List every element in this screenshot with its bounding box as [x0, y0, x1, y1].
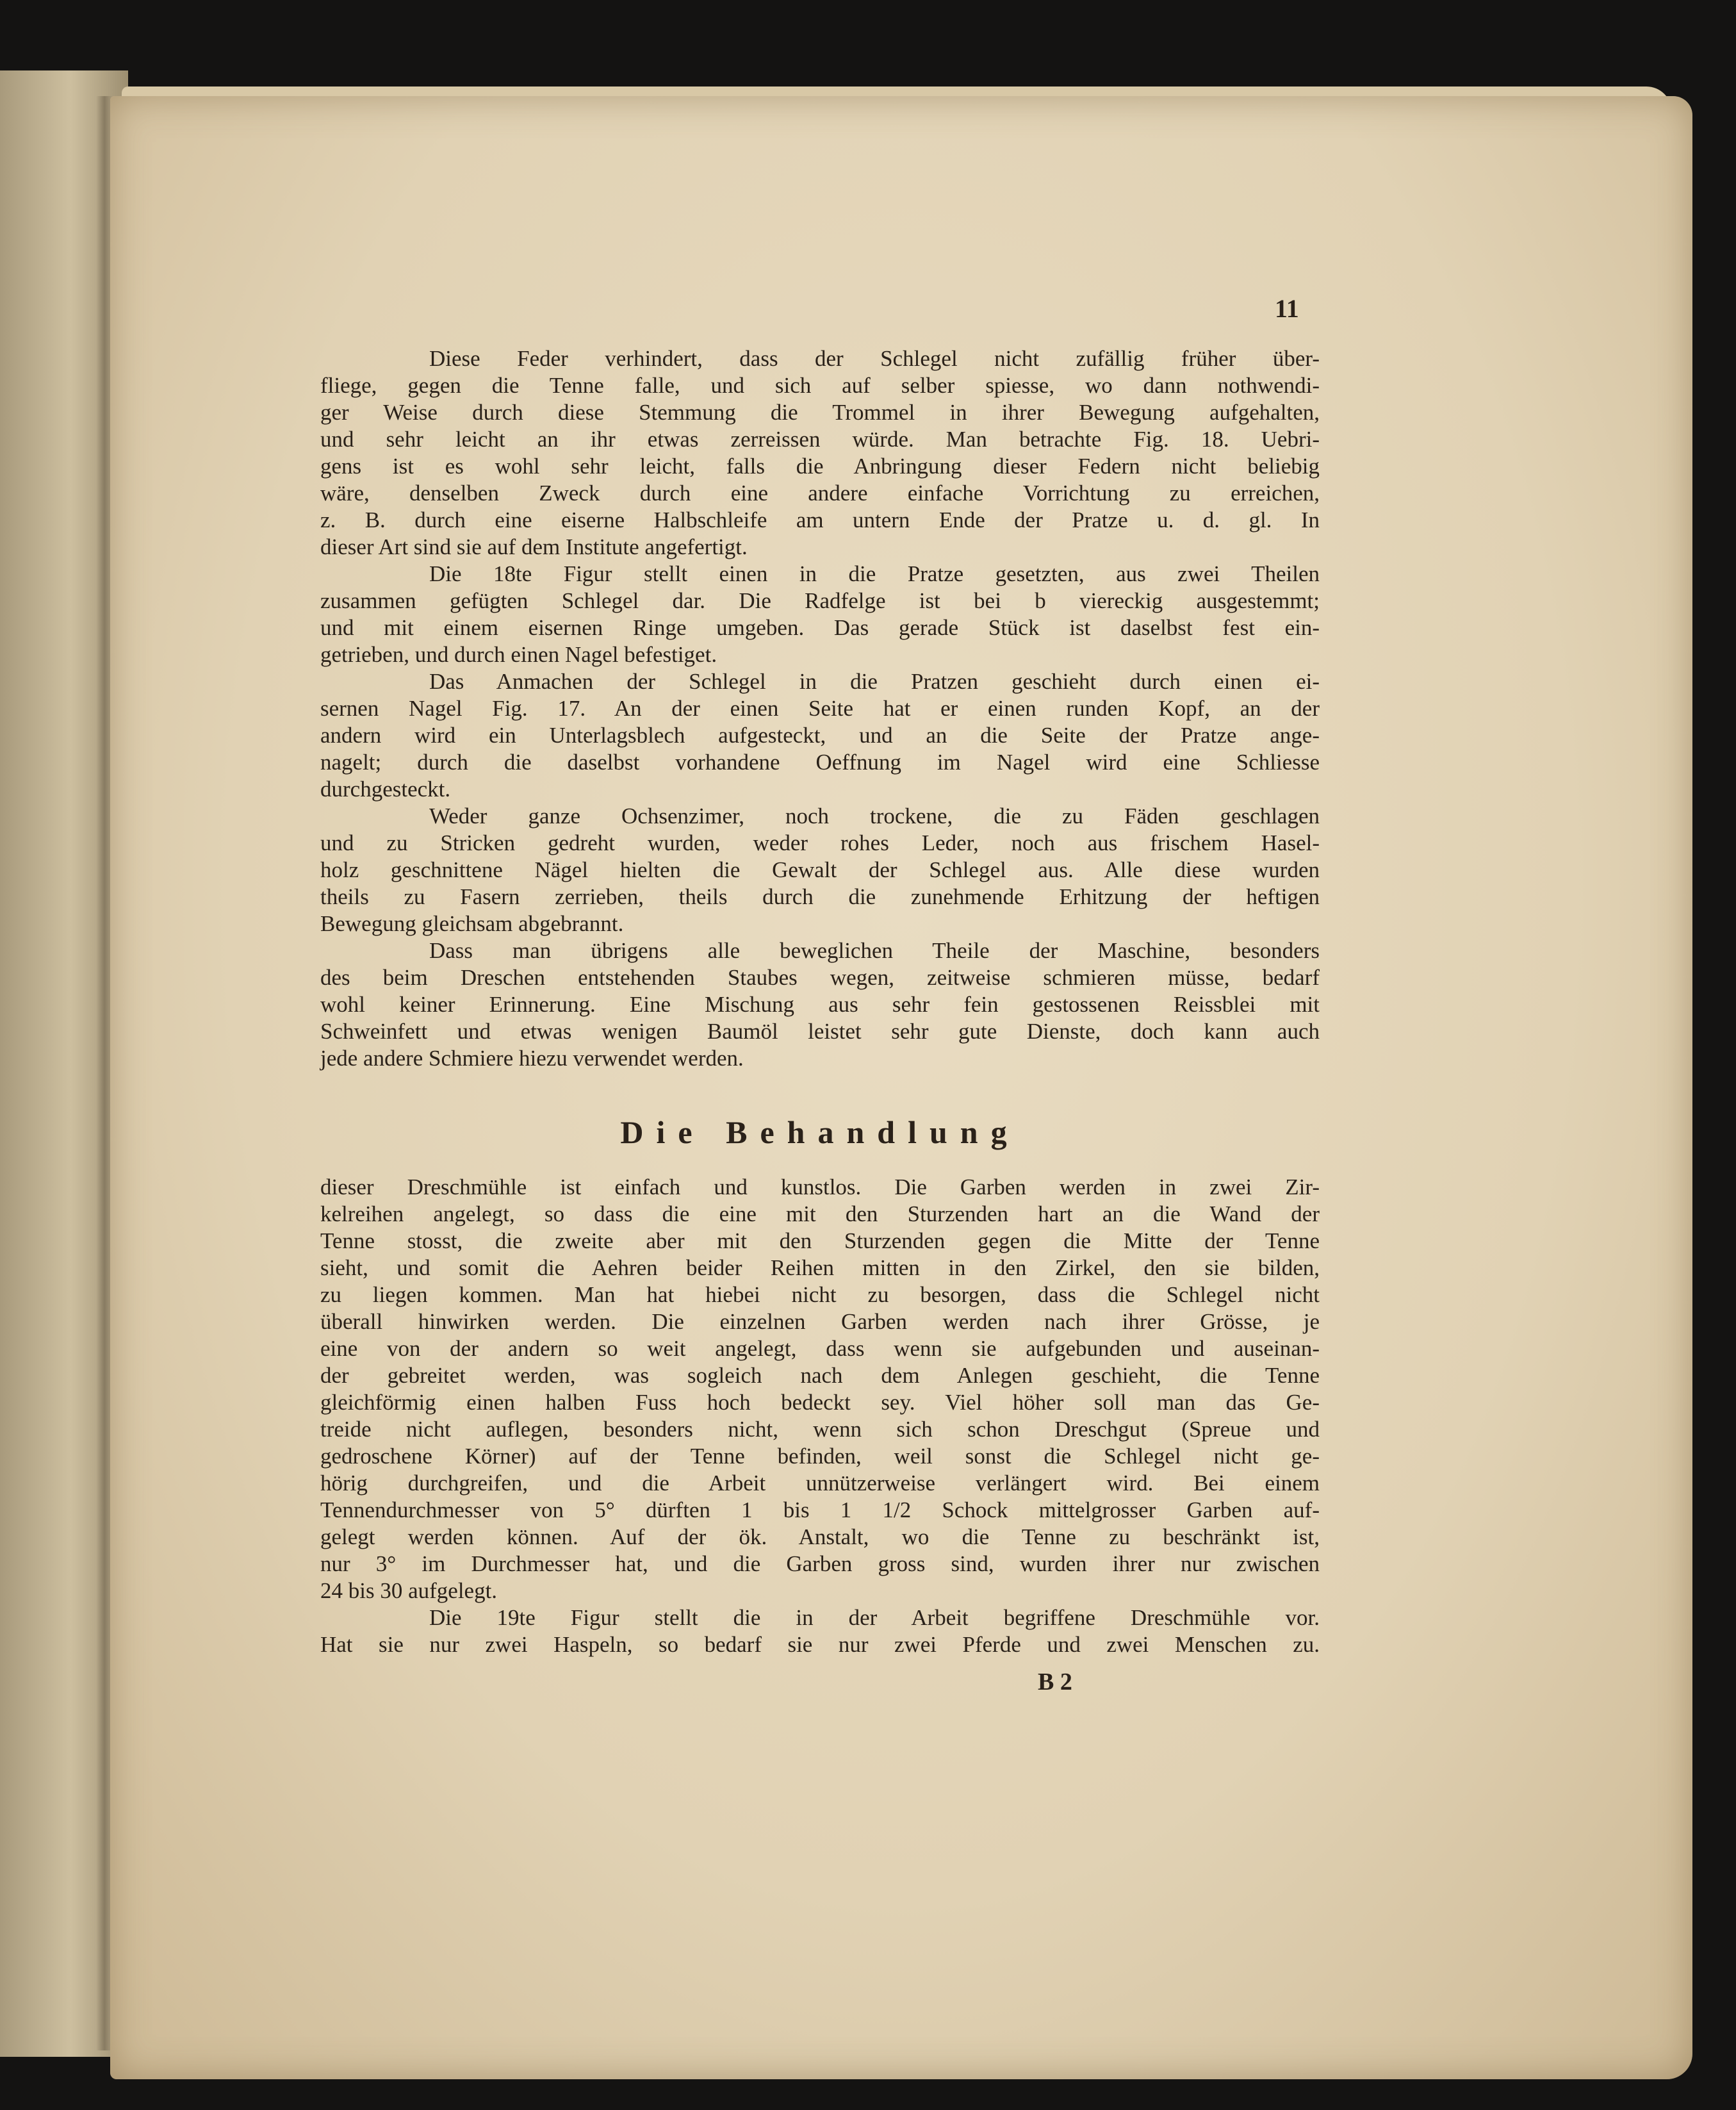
text-line: sieht, und somit die Aehren beider Reihen mitten in den Zirkel, den sie bilden,	[320, 1255, 1320, 1280]
text-line: ger Weise durch diese Stemmung die Trommel in ihrer Bewegung aufgehalten,	[320, 400, 1320, 425]
signature-mark: B 2	[1038, 1669, 1072, 1695]
text-line: Bewegung gleichsam abgebrannt.	[320, 911, 624, 936]
text-line: gens ist es wohl sehr leicht, falls die Anbringung dieser Federn nicht beliebig	[320, 454, 1320, 479]
text-line: holz geschnittene Nägel hielten die Gewalt der Schlegel aus. Alle diese wurden	[320, 857, 1320, 882]
text-line: Schweinfett und etwas wenigen Baumöl leistet sehr gute Dienste, doch kann auch	[320, 1019, 1320, 1044]
page-number: 11	[1275, 294, 1299, 323]
text-line: und mit einem eisernen Ringe umgeben. Das gerade Stück ist daselbst fest ein-	[320, 615, 1320, 640]
text-line: des beim Dreschen entstehenden Staubes wegen, zeitweise schmieren müsse, bedarf	[320, 965, 1320, 990]
text-line: Dass man übrigens alle beweglichen Theile der Maschine, besonders	[429, 938, 1320, 963]
text-line: gleichförmig einen halben Fuss hoch bedeckt sey. Viel höher soll man das Ge-	[320, 1390, 1320, 1415]
text-line: wohl keiner Erinnerung. Eine Mischung aus sehr fein gestossenen Reissblei mit	[320, 992, 1320, 1017]
text-line: durchgesteckt.	[320, 777, 451, 802]
text-line: Hat sie nur zwei Haspeln, so bedarf sie nur zwei Pferde und zwei Menschen zu.	[320, 1632, 1320, 1657]
text-line: überall hinwirken werden. Die einzelnen Garben werden nach ihrer Grösse, je	[320, 1309, 1320, 1334]
text-line: zusammen gefügten Schlegel dar. Die Radfelge ist bei b viereckig ausgestemmt;	[320, 588, 1320, 613]
text-line: und zu Stricken gedreht wurden, weder rohes Leder, noch aus frischem Hasel-	[320, 830, 1320, 855]
text-line: zu liegen kommen. Man hat hiebei nicht zu besorgen, dass die Schlegel nicht	[320, 1282, 1320, 1307]
text-line: Die 18te Figur stellt einen in die Pratze gesetzten, aus zwei Theilen	[429, 561, 1320, 586]
text-line: Diese Feder verhindert, dass der Schlegel nicht zufällig früher über-	[429, 346, 1320, 371]
text-line: jede andere Schmiere hiezu verwendet werden.	[320, 1046, 744, 1071]
text-line: dieser Art sind sie auf dem Institute angefertigt.	[320, 534, 748, 559]
text-line: Das Anmachen der Schlegel in die Pratzen geschieht durch einen ei-	[429, 669, 1320, 694]
text-line: Weder ganze Ochsenzimer, noch trockene, die zu Fäden geschlagen	[429, 804, 1320, 828]
section-heading: Die Behandlung	[620, 1114, 1020, 1150]
text-line: getrieben, und durch einen Nagel befestiget.	[320, 642, 717, 667]
text-line: gedroschene Körner) auf der Tenne befinden, weil sonst die Schlegel nicht ge-	[320, 1444, 1320, 1469]
text-line: eine von der andern so weit angelegt, dass wenn sie aufgebunden und auseinan-	[320, 1336, 1320, 1361]
text-line: treide nicht auflegen, besonders nicht, wenn sich schon Dreschgut (Spreue und	[320, 1417, 1320, 1442]
text-line: andern wird ein Unterlagsblech aufgesteckt, und an die Seite der Pratze ange-	[320, 723, 1320, 748]
text-line: und sehr leicht an ihr etwas zerreissen würde. Man betrachte Fig. 18. Uebri-	[320, 427, 1320, 452]
text-line: z. B. durch eine eiserne Halbschleife am untern Ende der Pratze u. d. gl. In	[320, 507, 1320, 532]
text-line: Tennendurchmesser von 5° dürften 1 bis 1 1/2 Schock mittelgrosser Garben auf-	[320, 1497, 1320, 1522]
text-line: der gebreitet werden, was sogleich nach dem Anlegen geschieht, die Tenne	[320, 1363, 1320, 1388]
text-line: theils zu Fasern zerrieben, theils durch die zunehmende Erhitzung der heftigen	[320, 884, 1320, 909]
text-line: hörig durchgreifen, und die Arbeit unnützerweise verlängert wird. Bei einem	[320, 1471, 1320, 1496]
text-line: wäre, denselben Zweck durch eine andere einfache Vorrichtung zu erreichen,	[320, 481, 1320, 506]
text-line: fliege, gegen die Tenne falle, und sich auf selber spiesse, wo dann nothwendi-	[320, 373, 1320, 398]
text-line: gelegt werden können. Auf der ök. Anstalt, wo die Tenne zu beschränkt ist,	[320, 1524, 1320, 1549]
text-line: Die 19te Figur stellt die in der Arbeit begriffene Dreschmühle vor.	[429, 1605, 1320, 1630]
text-line: Tenne stosst, die zweite aber mit den Sturzenden gegen die Mitte der Tenne	[320, 1228, 1320, 1253]
text-line: dieser Dreschmühle ist einfach und kunstlos. Die Garben werden in zwei Zir-	[320, 1175, 1320, 1199]
text-line: sernen Nagel Fig. 17. An der einen Seite hat er einen runden Kopf, an der	[320, 696, 1320, 721]
text-line: 24 bis 30 aufgelegt.	[320, 1578, 498, 1603]
text-line: nur 3° im Durchmesser hat, und die Garben gross sind, wurden ihrer nur zwischen	[320, 1551, 1320, 1576]
text-line: kelreihen angelegt, so dass die eine mit den Sturzenden hart an die Wand der	[320, 1201, 1320, 1226]
text-line: nagelt; durch die daselbst vorhandene Oeffnung im Nagel wird eine Schliesse	[320, 750, 1320, 775]
